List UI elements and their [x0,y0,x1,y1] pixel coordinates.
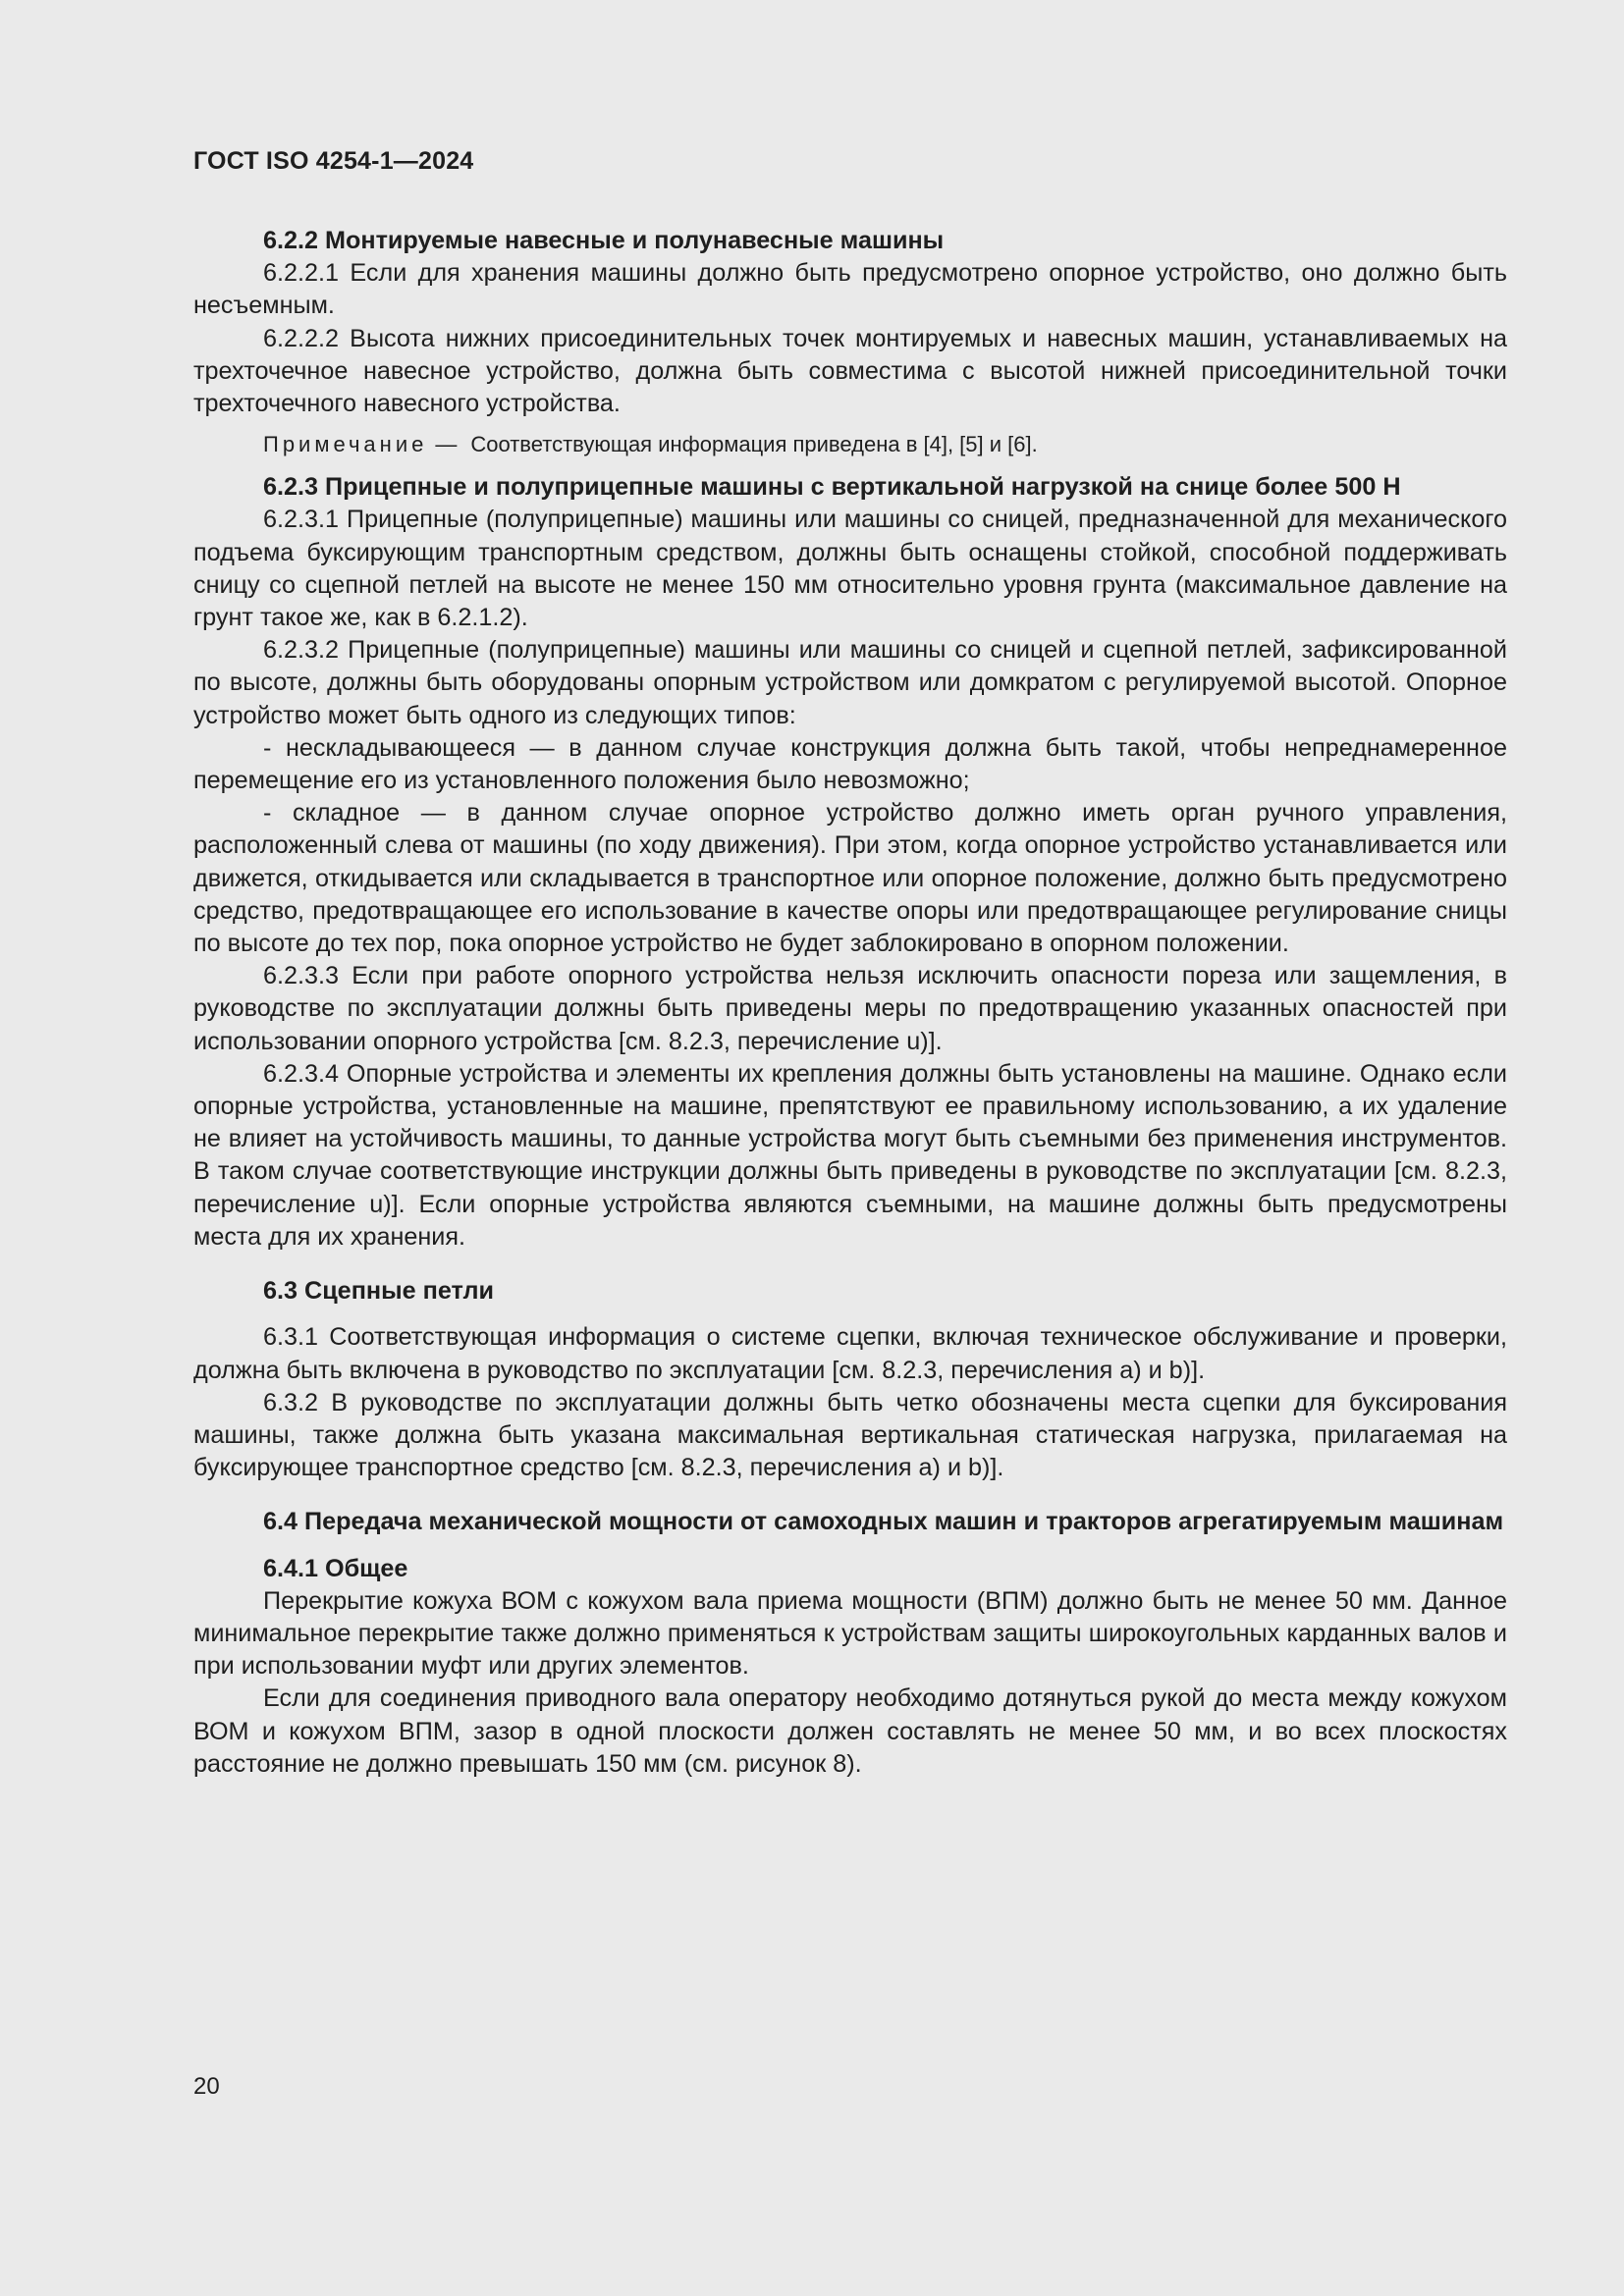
section-heading-6-4: 6.4 Передача механической мощности от самоходных машин и тракторов агрегатируемым машинам [263,1508,1504,1536]
note-text: Соответствующая информация приведена в [4], [5] и [6]. [470,432,1038,457]
document-body [193,225,1507,1781]
list-item-non-folding: - нескладывающееся — в данном случае конструкция должна быть такой, чтобы непреднамеренное перемещение его из установленного положения было невозможно; [193,733,1507,795]
paragraph-6-2-3-1: 6.2.3.1 Прицепные (полуприцепные) машины или машины со сницей, предназначенной для механического подъема буксирующим транспортным средством, должны быть оснащены стойкой, способной поддерживать сницу со сцепной петлей на высоте не менее 150 мм относительно уровня грунта (максимальное давление на грунт такое же, как в 6.2.1.2). [193,506,1507,632]
section-heading-6-3: 6.3 Сцепные петли [263,1277,495,1306]
section-heading-6-2-2: 6.2.2 Монтируемые навесные и полунавесные машины [263,227,945,254]
paragraph-6-3-1: 6.3.1 Соответствующая информация о системе сцепки, включая техническое обслуживание и проверки, должна быть включена в руководство по эксплуатации [см. 8.2.3, перечисления a) и b)]. [193,1323,1507,1384]
paragraph-6-2-3-4: 6.2.3.4 Опорные устройства и элементы их крепления должны быть установлены на машине. Однако если опорные устройства, установленные на машине, препятствуют ее правильному использованию, а их удаление не влияет на устойчивость машины, то данные устройства могут быть съемными без применения инструментов. В таком случае соответствующие инструкции должны быть приведены в руководстве по эксплуатации [см. 8.2.3, перечисление u)]. Если опорные устройства являются съемными, на машине должны быть предусмотрены места для их хранения. [193,1059,1507,1251]
paragraph-6-3-2: 6.3.2 В руководстве по эксплуатации должны быть четко обозначены места сцепки для буксирования машины, также должна быть указана максимальная вертикальная статическая нагрузка, прилагаемая на буксирующее транспортное средство [см. 8.2.3, перечисления a) и b)]. [193,1388,1507,1482]
page-number: 20 [193,2073,220,2100]
paragraph-6-2-3-3: 6.2.3.3 Если при работе опорного устройства нельзя исключить опасности пореза или защемления, в руководстве по эксплуатации должны быть приведены меры по предотвращению указанных опасностей при использовании опорного устройства [см. 8.2.3, перечисление u)]. [193,962,1507,1055]
list-item-folding: - складное — в данном случае опорное устройство должно иметь орган ручного управления, расположенный слева от машины (по ходу движения). При этом, когда опорное устройство устанавливается или движется, откидывается или складывается в транспортное или опорное положение, должно быть предусмотрено средство, предотвращающее его использование в качестве опоры или предотвращающее регулирование сницы по высоте до тех пор, пока опорное устройство не будет заблокировано в опорном положении. [193,799,1507,958]
paragraph-6-4-1-clearance: Если для соединения приводного вала оператору необходимо дотянуться рукой до места между кожухом ВОМ и кожухом ВПМ, зазор в одной плоскости должен составлять не менее 50 мм, и во всех плоскостях расстояние не должно превышать 150 мм (см. рисунок 8). [193,1684,1507,1778]
document-header: ГОСТ ISO 4254-1—2024 [193,147,474,175]
section-heading-6-2-3: 6.2.3 Прицепные и полуприцепные машины с вертикальной нагрузкой на снице более 500 Н [263,473,1401,502]
paragraph-6-2-2-1: 6.2.2.1 Если для хранения машины должно быть предусмотрено опорное устройство, оно должно быть несъемным. [193,259,1507,320]
note-dash: — [435,432,458,457]
paragraph-6-2-3-2: 6.2.3.2 Прицепные (полуприцепные) машины или машины со сницей и сцепной петлей, зафиксированной по высоте, должны быть оборудованы опорным устройством или домкратом с регулируемой высотой. Опорное устройство может быть одного из следующих типов: [193,636,1507,729]
section-heading-6-4-1: 6.4.1 Общее [263,1554,408,1582]
note-label: Примечание [263,432,428,457]
paragraph-6-2-2-2: 6.2.2.2 Высота нижних присоединительных точек монтируемых и навесных машин, устанавливаемых на трехточечное навесное устройство, должна быть совместима с высотой нижней присоединительной точки трехточечного навесного устройства. [193,324,1507,418]
paragraph-6-4-1-overlap: Перекрытие кожуха ВОМ с кожухом вала приема мощности (ВПМ) должно быть не менее 50 мм. Данное минимальное перекрытие также должно применяться к устройствам защиты широкоугольных карданных валов и при использовании муфт или других элементов. [193,1586,1507,1681]
note [193,430,1507,459]
